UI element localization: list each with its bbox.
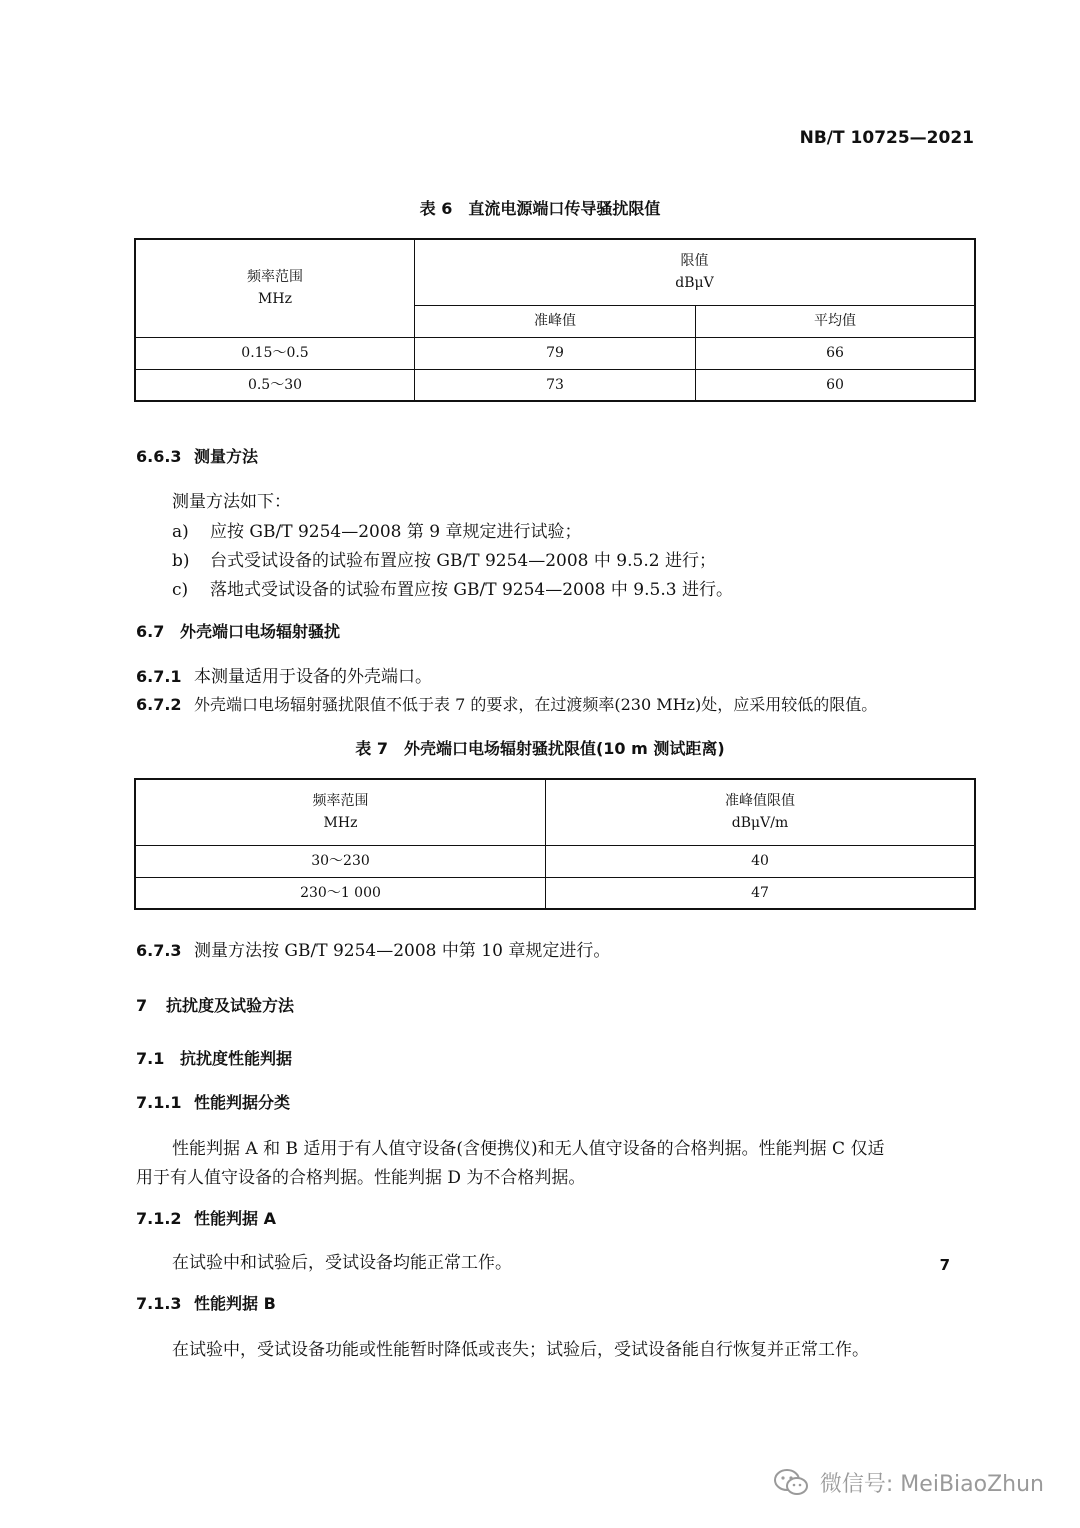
paragraph: 在试验中和试验后，受试设备均能正常工作。 [172, 1253, 512, 1273]
table7-caption: 表 7 外壳端口电场辐射骚扰限值(10 m 测试距离) [355, 739, 725, 758]
heading-7-1-1: 7.1.1 性能判据分类 [136, 1093, 291, 1112]
table6-head-limit: 限值 dBμV [415, 239, 976, 305]
table6 [134, 238, 976, 402]
paragraph: 用于有人值守设备的合格判据。性能判据 D 为不合格判据。 [136, 1168, 586, 1188]
heading-7-1-3: 7.1.3 性能判据 B [136, 1294, 276, 1313]
table7-head-limit: 准峰值限值 dBμV/m [546, 779, 976, 845]
page-number: 7 [939, 1256, 950, 1274]
table-row: 230～1 000 47 [135, 877, 975, 909]
heading-7-1: 7.1 抗扰度性能判据 [136, 1049, 293, 1068]
table-row: 0.15～0.5 79 66 [135, 337, 975, 369]
table6-caption: 表 6 直流电源端口传导骚扰限值 [419, 199, 661, 218]
standard-number: NB/T 10725—2021 [799, 128, 974, 148]
wechat-icon [774, 1468, 810, 1498]
paragraph: 测量方法如下： [172, 492, 291, 512]
list-item: a) 应按 GB/T 9254—2008 第 9 章规定进行试验； [172, 522, 582, 542]
heading-6-6-3: 6.6.3 测量方法 [136, 447, 259, 466]
paragraph-6-7-1: 6.7.1 本测量适用于设备的外壳端口。 [136, 667, 432, 687]
table-row: 0.5～30 73 60 [135, 369, 975, 401]
heading-7-1-2: 7.1.2 性能判据 A [136, 1209, 276, 1228]
paragraph-6-7-2: 6.7.2 外壳端口电场辐射骚扰限值不低于表 7 的要求，在过渡频率(230 MHz)处，应采用较低的限值。 [136, 695, 878, 714]
table6-head-qp: 准峰值 [415, 305, 696, 337]
paragraph-6-7-3: 6.7.3 测量方法按 GB/T 9254—2008 中第 10 章规定进行。 [136, 941, 611, 961]
table6-head-avg: 平均值 [696, 305, 976, 337]
table6-head-freq: 频率范围 MHz [135, 239, 415, 337]
table-row: 30～230 40 [135, 845, 975, 877]
heading-7: 7 抗扰度及试验方法 [136, 996, 295, 1015]
heading-6-7: 6.7 外壳端口电场辐射骚扰 [136, 622, 341, 641]
list-item: b) 台式受试设备的试验布置应按 GB/T 9254—2008 中 9.5.2 进行； [172, 551, 716, 571]
table7-head-freq: 频率范围 MHz [135, 779, 546, 845]
paragraph: 性能判据 A 和 B 适用于有人值守设备(含便携仪)和无人值守设备的合格判据。性能判据 C 仅适 [172, 1139, 885, 1159]
list-item: c) 落地式受试设备的试验布置应按 GB/T 9254—2008 中 9.5.3 进行。 [172, 580, 733, 600]
paragraph: 在试验中，受试设备功能或性能暂时降低或丧失；试验后，受试设备能自行恢复并正常工作。 [172, 1340, 869, 1360]
table7 [134, 778, 976, 910]
watermark: 微信号: MeiBiaoZhun [774, 1467, 1044, 1498]
